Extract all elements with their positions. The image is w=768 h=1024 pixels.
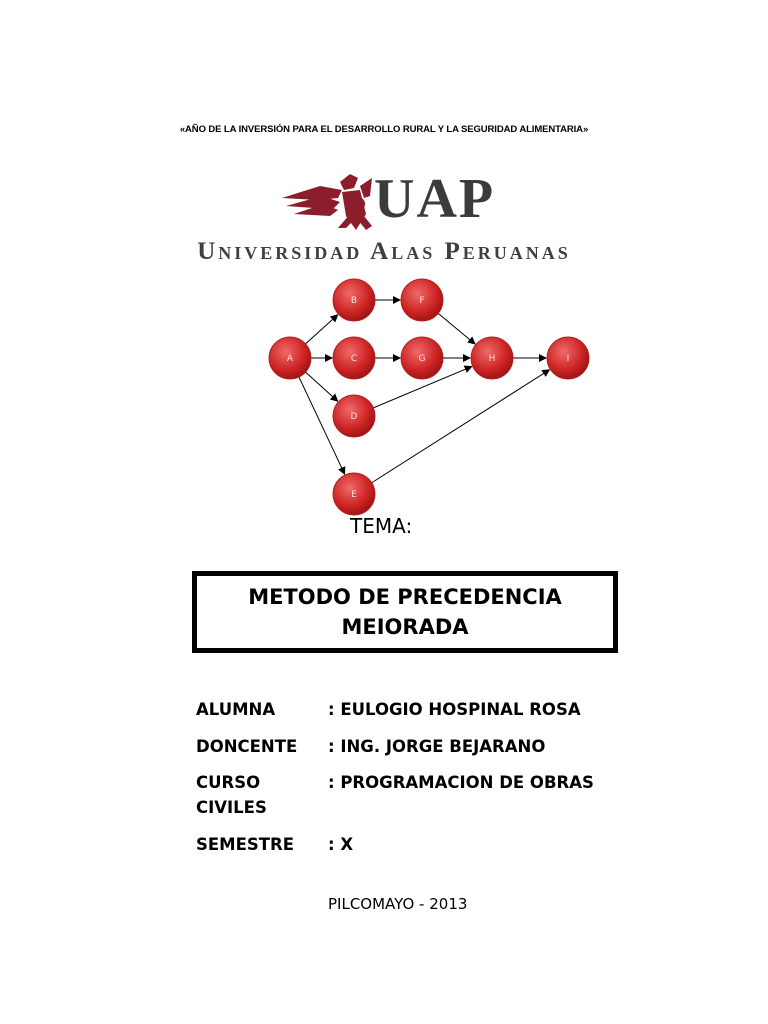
node-G: [401, 337, 443, 379]
node-C: [333, 337, 375, 379]
course-label-cont: CIVILES: [196, 798, 267, 817]
logo-abbr: UAP: [374, 168, 496, 230]
student-label: ALUMNA: [196, 700, 276, 719]
node-label-I: I: [566, 354, 570, 364]
node-label-F: F: [419, 296, 425, 306]
university-name: Universidad Alas Peruanas: [197, 238, 571, 265]
node-label-E: E: [351, 490, 357, 500]
title-line-2: MEIORADA: [341, 615, 469, 639]
title-box: [192, 571, 618, 653]
teacher-value: : ING. JORGE BEJARANO: [328, 737, 546, 756]
node-B: [333, 279, 375, 321]
node-label-A: A: [286, 354, 294, 364]
precedence-network-diagram: [250, 270, 610, 520]
node-label-G: G: [418, 354, 426, 364]
footer-place-year: PILCOMAYO - 2013: [328, 895, 468, 913]
node-label-B: B: [350, 296, 358, 306]
node-I: [547, 337, 589, 379]
edge-E-I: [372, 370, 550, 483]
node-H: [471, 337, 513, 379]
node-F: [401, 279, 443, 321]
student-value: : EULOGIO HOSPINAL ROSA: [328, 700, 581, 719]
node-label-H: H: [488, 354, 496, 364]
edge-A-B: [306, 315, 338, 344]
topic-label: TEMA:: [350, 514, 413, 538]
edge-A-D: [306, 372, 338, 401]
course-value: : PROGRAMACION DE OBRAS: [328, 773, 594, 792]
edge-F-H: [438, 313, 475, 344]
semester-value: : X: [328, 835, 354, 854]
node-D: [333, 395, 375, 437]
semester-label: SEMESTRE: [196, 835, 294, 854]
node-label-D: D: [350, 412, 358, 422]
title-line-1: METODO DE PRECEDENCIA: [248, 585, 562, 609]
node-label-C: C: [350, 354, 358, 364]
header-motto: «AÑO DE LA INVERSIÓN PARA EL DESARROLLO RURAL Y LA SEGURIDAD ALIMENTARIA»: [179, 124, 589, 135]
teacher-label: DONCENTE: [196, 737, 298, 756]
node-A: [269, 337, 311, 379]
course-label: CURSO: [196, 773, 261, 792]
node-E: [333, 473, 375, 515]
